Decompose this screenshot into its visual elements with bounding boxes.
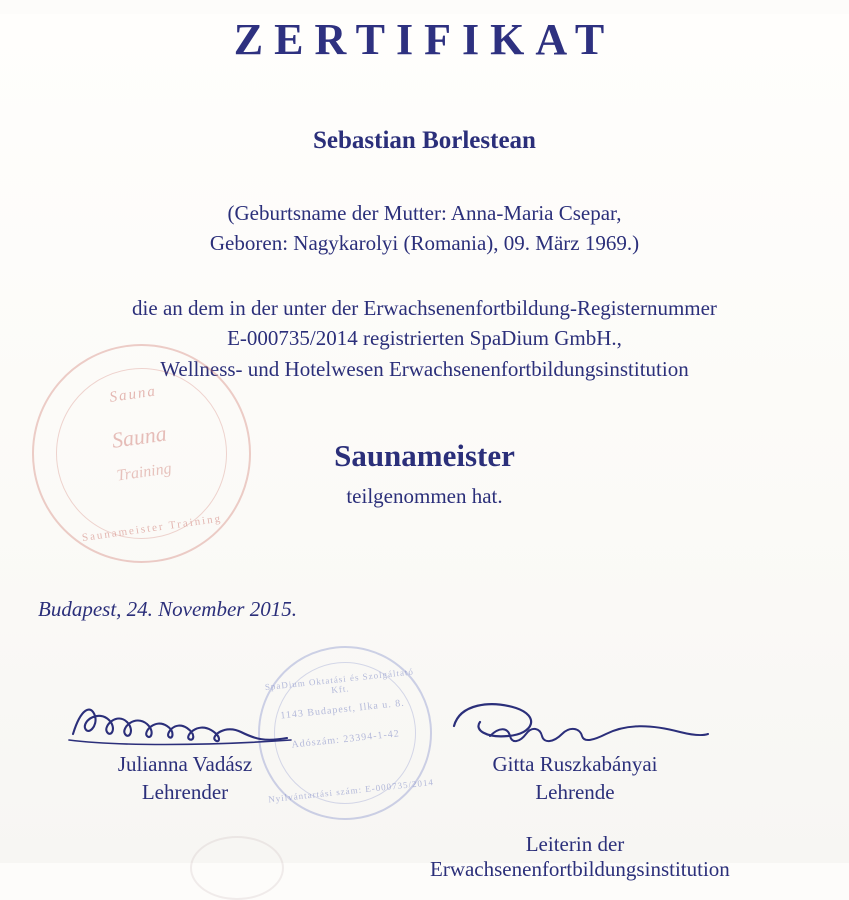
parent-info-line-1: (Geburtsname der Mutter: Anna-Maria Csepar, bbox=[227, 201, 622, 225]
signature-area bbox=[0, 690, 849, 881]
signer-name-right: Gitta Ruszkabányai bbox=[492, 752, 658, 776]
signer-role-left: Lehrender bbox=[141, 780, 229, 804]
parent-info bbox=[0, 199, 849, 259]
handwritten-signature-left-icon bbox=[55, 690, 315, 750]
signer-name-left: Julianna Vadász bbox=[117, 752, 253, 776]
recipient-name: Sebastian Borlestean bbox=[313, 127, 536, 154]
place-and-date: Budapest, 24. November 2015. bbox=[38, 597, 297, 621]
institution-line-1: die an dem in der unter der Erwachsenenfortbildung-Registernummer bbox=[132, 295, 717, 320]
signature-block-right bbox=[430, 690, 730, 881]
handwritten-signature-right-icon bbox=[430, 690, 720, 750]
institution-line-3: Wellness- und Hotelwesen Erwachsenenfortbildungsinstitution bbox=[160, 356, 689, 381]
qualification-title: Saunameister bbox=[334, 437, 515, 473]
signer-role-secondary-right: Leiterin der Erwachsenenfortbildungsinstitution bbox=[430, 832, 730, 881]
stamp-mid-line4: Nyilvántartási szám: E-000735/2014 bbox=[267, 777, 435, 805]
stamp-left-top-text: Sauna bbox=[108, 383, 158, 406]
stamp-left-center-text: Sauna bbox=[110, 420, 169, 453]
stamp-left-sub-text: Training bbox=[115, 460, 173, 485]
parent-info-line-2: Geboren: Nagykarolyi (Romania), 09. März 1969.) bbox=[209, 230, 640, 255]
stamp-mid-line1: SpaDium Oktatási és Szolgáltató Kft. bbox=[264, 666, 415, 696]
signer-role-right: Lehrende bbox=[535, 780, 615, 804]
stamp-mid-line3: Adószám: 23394-1-42 bbox=[291, 728, 401, 751]
stamp-left-bottom-text: Saunameister Training bbox=[81, 512, 223, 545]
institution-line-2: E-000735/2014 registrierten SpaDium GmbH., bbox=[227, 326, 622, 351]
institution-info bbox=[0, 293, 849, 384]
certificate-page bbox=[0, 14, 849, 881]
document-title: ZERTIFIKAT bbox=[233, 15, 616, 64]
stamp-mid-line2: 1143 Budapest, Ilka u. 8. bbox=[279, 697, 406, 722]
signature-block-left bbox=[55, 690, 315, 805]
participation-statement: teilgenommen hat. bbox=[346, 483, 503, 508]
